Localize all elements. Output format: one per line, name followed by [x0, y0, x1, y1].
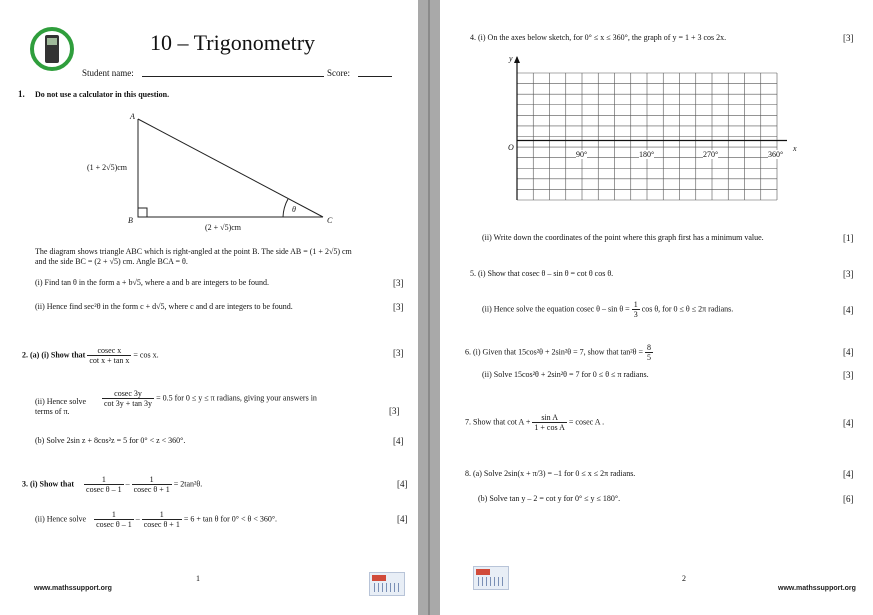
page-1-footer[interactable]: www.mathssupport.org [34, 585, 112, 592]
q5-ii-rhs: cos θ, for 0 ≤ θ ≤ 2π radians. [641, 304, 734, 314]
q5-ii-num: 1 [633, 300, 638, 309]
q6-i-num: 8 [646, 343, 651, 352]
side-bc-label: (2 + √5)cm [205, 223, 242, 232]
q3-i-rhs: = 2tan²θ. [173, 479, 203, 489]
q3-i-label: 3. (i) Show that [22, 479, 75, 489]
q3-ii-line [35, 510, 277, 529]
q7-num: sin A [532, 413, 567, 423]
q4-ii: (ii) Write down the coordinates of the point where this graph first has a minimum value. [482, 233, 764, 242]
q6-i-den: 5 [646, 353, 651, 362]
q6-i-line [465, 343, 653, 362]
page-1-number: 1 [196, 574, 200, 583]
triangle-diagram [0, 0, 418, 240]
page-separator [418, 0, 440, 615]
q2-a-ii-fraction [102, 389, 154, 408]
q3-i-mark: [4] [397, 479, 408, 489]
q1-ii-mark: [3] [393, 302, 404, 312]
page-2-number: 2 [682, 574, 686, 583]
q6-i-fraction [645, 343, 653, 362]
y-axis-arrow [514, 56, 520, 63]
q6-i-lead: 6. (i) Given that 15cos²θ + 2sin²θ = 7, show that tan²θ = [465, 347, 643, 357]
x-tick-180: 180° [639, 150, 655, 159]
maths-stamp-icon [369, 572, 405, 596]
q3-ii-rhs: = 6 + tan θ for 0° < θ < 360°. [183, 514, 278, 524]
q2-a-ii-lead-1: (ii) Hence solve [35, 397, 87, 406]
q7-line [465, 413, 604, 432]
y-axis-label: y [509, 54, 513, 63]
q3-ii-den-1: cosec θ – 1 [96, 520, 132, 529]
q1-i-mark: [3] [393, 278, 404, 288]
q3-ii-num-1: 1 [94, 510, 134, 520]
student-name-label: Student name: [82, 68, 134, 78]
q3-i-fraction-1 [84, 475, 124, 494]
origin-label: O [508, 143, 514, 152]
x-tick-90: 90° [576, 150, 588, 159]
worksheet-title: 10 – Trigonometry [150, 30, 316, 55]
vertex-b-label: B [128, 216, 133, 225]
q3-i-den-2: cosec θ + 1 [133, 485, 170, 494]
q2-a-i-label: 2. (a) (i) Show that [22, 350, 86, 360]
q2-a-ii-numerator: cosec 3y [102, 389, 154, 399]
q2-b: (b) Solve 2sin z + 8cos²z = 5 for 0° < z < 360°. [35, 436, 186, 445]
q2-a-i-mark: [3] [393, 348, 404, 358]
q3-i-num-2: 1 [132, 475, 172, 485]
side-ab-label: (1 + 2√5)cm [87, 163, 128, 172]
q3-ii-mark: [4] [397, 514, 408, 524]
q2-a-i-fraction [87, 346, 131, 365]
angle-arc [283, 199, 288, 217]
q3-i-num-1: 1 [84, 475, 124, 485]
vertex-a-label: A [130, 112, 135, 121]
x-tick-270: 270° [703, 150, 719, 159]
q3-i-fraction-2 [132, 475, 172, 494]
right-angle-marker [138, 208, 147, 217]
vertex-c-label: C [327, 216, 333, 225]
q5-i-mark: [3] [843, 269, 854, 279]
q2-a-ii-equation [102, 389, 317, 408]
x-axis-label: x [793, 144, 797, 153]
q2-a-i-denominator: cot x + tan x [89, 356, 130, 365]
q2-b-mark: [4] [393, 436, 404, 446]
q2-a-ii-mark: [3] [389, 406, 400, 416]
q5-i: 5. (i) Show that cosec θ – sin θ = cot θ cos θ. [470, 269, 614, 278]
maths-stamp-icon [473, 566, 509, 590]
q2-a-ii-lead-2: terms of π. [35, 407, 70, 416]
q1-part-ii: (ii) Hence find sec²θ in the form c + d√5, where c and d are integers to be found. [35, 302, 293, 311]
q3-ii-label: (ii) Hence solve [35, 514, 87, 524]
q1-part-i: (i) Find tan θ in the form a + b√5, where a and b are integers to be found. [35, 278, 269, 287]
q1-number: 1. [18, 89, 25, 99]
sketch-axes-grid [440, 0, 873, 240]
q1-description-line-1: The diagram shows triangle ABC which is right-angled at the point B. The side AB = (1 + 2√5) cm [35, 247, 352, 256]
q1-heading: Do not use a calculator in this question. [35, 90, 170, 99]
theta-label: θ [292, 205, 296, 214]
q7-mark: [4] [843, 418, 854, 428]
page-2-footer[interactable]: www.mathssupport.org [778, 585, 856, 592]
q2-a-i-rhs: = cos x. [133, 350, 159, 360]
q5-ii-mark: [4] [843, 305, 854, 315]
q3-ii-den-2: cosec θ + 1 [143, 520, 180, 529]
x-tick-360: 360° [768, 150, 784, 159]
q8-a-mark: [4] [843, 469, 854, 479]
q4-i-mark: [3] [843, 33, 854, 43]
page-2 [440, 0, 873, 615]
q2-a-ii-rhs: = 0.5 for 0 ≤ y ≤ π radians, giving your answers in [156, 393, 317, 403]
q6-ii: (ii) Solve 15cos²θ + 2sin²θ = 7 for 0 ≤ θ ≤ π radians. [482, 370, 649, 379]
page-1 [0, 0, 418, 615]
q5-ii-lead: (ii) Hence solve the equation cosec θ – sin θ = [482, 304, 630, 314]
score-label: Score: [327, 68, 350, 78]
q2-a-ii-denominator: cot 3y + tan 3y [104, 399, 153, 408]
q7-den: 1 + cos A [534, 423, 565, 432]
q5-ii-den: 3 [633, 310, 638, 319]
q1-description-line-2: and the side BC = (2 + √5) cm. Angle BCA = θ. [35, 257, 188, 266]
q8-b: (b) Solve tan y – 2 = cot y for 0° ≤ y ≤ 180°. [478, 494, 621, 503]
q3-i-minus: – [125, 479, 130, 489]
q7-rhs: = cosec A . [568, 417, 605, 427]
q2-a-i-numerator: cosec x [87, 346, 131, 356]
q3-ii-fraction-1 [94, 510, 134, 529]
q3-ii-fraction-2 [142, 510, 182, 529]
q6-i-mark: [4] [843, 347, 854, 357]
q5-ii-line [482, 300, 733, 319]
q3-ii-num-2: 1 [142, 510, 182, 520]
q2-a-i-lead [22, 346, 159, 365]
q3-ii-minus: – [135, 514, 140, 524]
q4-i: 4. (i) On the axes below sketch, for 0° ≤ x ≤ 360°, the graph of y = 1 + 3 cos 2x. [470, 33, 727, 42]
q7-lead: 7. Show that cot A + [465, 417, 531, 427]
q5-ii-fraction [632, 300, 640, 319]
side-ac [138, 119, 323, 217]
q8-a: 8. (a) Solve 2sin(x + π/3) = –1 for 0 ≤ x ≤ 2π radians. [465, 469, 636, 478]
q7-fraction [532, 413, 567, 432]
q3-i-den-1: cosec θ – 1 [86, 485, 122, 494]
q4-ii-mark: [1] [843, 233, 854, 243]
q3-i-line [22, 475, 202, 494]
q6-ii-mark: [3] [843, 370, 854, 380]
q8-b-mark: [6] [843, 494, 854, 504]
